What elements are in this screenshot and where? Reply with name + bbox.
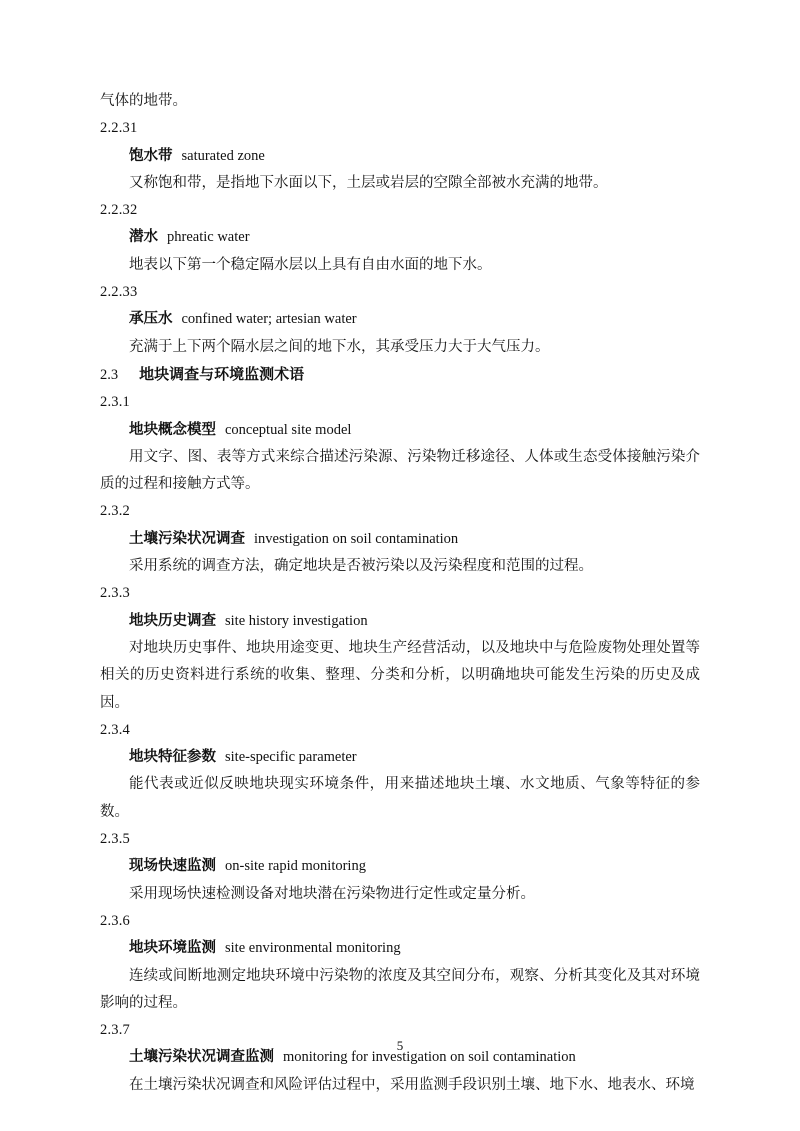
term-chinese: 土壤污染状况调查监测 [129, 1049, 274, 1066]
entry-number: 2.3.2 [100, 503, 130, 520]
term-chinese: 地块特征参数 [129, 749, 216, 766]
entry-number: 2.3.3 [100, 585, 130, 602]
term-english: investigation on soil contamination [254, 530, 459, 547]
term-entry [100, 498, 700, 580]
entry-definition: 能代表或近似反映地块现实环境条件，用来描述地块土壤、水文地质、气象等特征的参数。 [100, 776, 700, 820]
entry-definition: 采用系统的调查方法，确定地块是否被污染以及污染程度和范围的过程。 [129, 558, 593, 575]
term-english: on-site rapid monitoring [225, 858, 366, 875]
term-english: site environmental monitoring [225, 940, 401, 957]
term-english: site history investigation [225, 612, 368, 629]
term-chinese: 地块概念模型 [129, 421, 216, 438]
entry-term-line [100, 526, 700, 553]
term-entry [100, 279, 700, 361]
term-chinese: 饱水带 [129, 147, 173, 164]
entry-number: 2.3.7 [100, 1022, 130, 1039]
entry-number: 2.3.1 [100, 394, 130, 411]
entry-term-line [100, 608, 700, 635]
term-chinese: 土壤污染状况调查 [129, 530, 245, 547]
term-english: phreatic water [167, 229, 250, 246]
term-entry [100, 1017, 700, 1099]
term-english: conceptual site model [225, 421, 352, 438]
entry-definition: 地表以下第一个稳定隔水层以上具有自由水面的地下水。 [129, 256, 492, 273]
term-entry [100, 717, 700, 826]
entry-number: 2.2.31 [100, 120, 138, 137]
entry-definition: 又称饱和带，是指地下水面以下，土层或岩层的空隙全部被水充满的地带。 [129, 174, 608, 191]
term-entry [100, 389, 700, 498]
term-chinese: 现场快速监测 [129, 858, 216, 875]
term-entry [100, 580, 700, 716]
terminology-entries-groundwater [100, 115, 700, 361]
entry-definition: 在土壤污染状况调查和风险评估过程中，采用监测手段识别土壤、地下水、地表水、环境 [129, 1076, 695, 1093]
term-chinese: 承压水 [129, 311, 173, 328]
term-chinese: 地块环境监测 [129, 940, 216, 957]
term-english: confined water; artesian water [181, 311, 357, 328]
terminology-entries-investigation [100, 389, 700, 1099]
section-heading-title: 地块调查与环境监测术语 [139, 365, 305, 383]
term-english: site-specific parameter [225, 749, 357, 766]
entry-number: 2.3.4 [100, 721, 130, 738]
entry-definition: 用文字、图、表等方式来综合描述污染源、污染物迁移途径、人体或生态受体接触污染介质的过程和接触方式等。 [100, 448, 700, 493]
section-heading-number: 2.3 [100, 366, 119, 383]
entry-term-line [100, 853, 700, 880]
entry-term-line [100, 744, 700, 771]
entry-number: 2.2.33 [100, 284, 138, 301]
entry-term-line [100, 143, 700, 170]
term-chinese: 地块历史调查 [129, 612, 216, 629]
entry-number: 2.2.32 [100, 202, 138, 219]
term-entry [100, 197, 700, 279]
term-entry [100, 115, 700, 197]
entry-definition: 采用现场快速检测设备对地块潜在污染物进行定性或定量分析。 [129, 885, 535, 902]
continuation-text: 气体的地带。 [100, 93, 187, 109]
entry-definition: 连续或间断地测定地块环境中污染物的浓度及其空间分布，观察、分析其变化及其对环境影响的过程。 [100, 967, 700, 1011]
entry-term-line [100, 935, 700, 962]
term-english: saturated zone [181, 147, 265, 164]
entry-definition: 充满于上下两个隔水层之间的地下水，其承受压力大于大气压力。 [129, 338, 550, 355]
section-heading [100, 361, 700, 389]
term-chinese: 潜水 [129, 229, 158, 246]
entry-term-line [100, 417, 700, 444]
entry-number: 2.3.5 [100, 831, 130, 848]
page-number: 5 [396, 1038, 404, 1053]
term-entry [100, 826, 700, 908]
entry-definition: 对地块历史事件、地块用途变更、地块生产经营活动，以及地块中与危险废物处理处置等相关的历史资料进行系统的收集、整理、分类和分析，以明确地块可能发生污染的历史及成因。 [100, 639, 700, 711]
term-english: monitoring for investigation on soil contamination [283, 1049, 576, 1066]
term-entry [100, 908, 700, 1017]
entry-number: 2.3.6 [100, 912, 130, 929]
entry-term-line [100, 224, 700, 251]
entry-term-line [100, 306, 700, 333]
